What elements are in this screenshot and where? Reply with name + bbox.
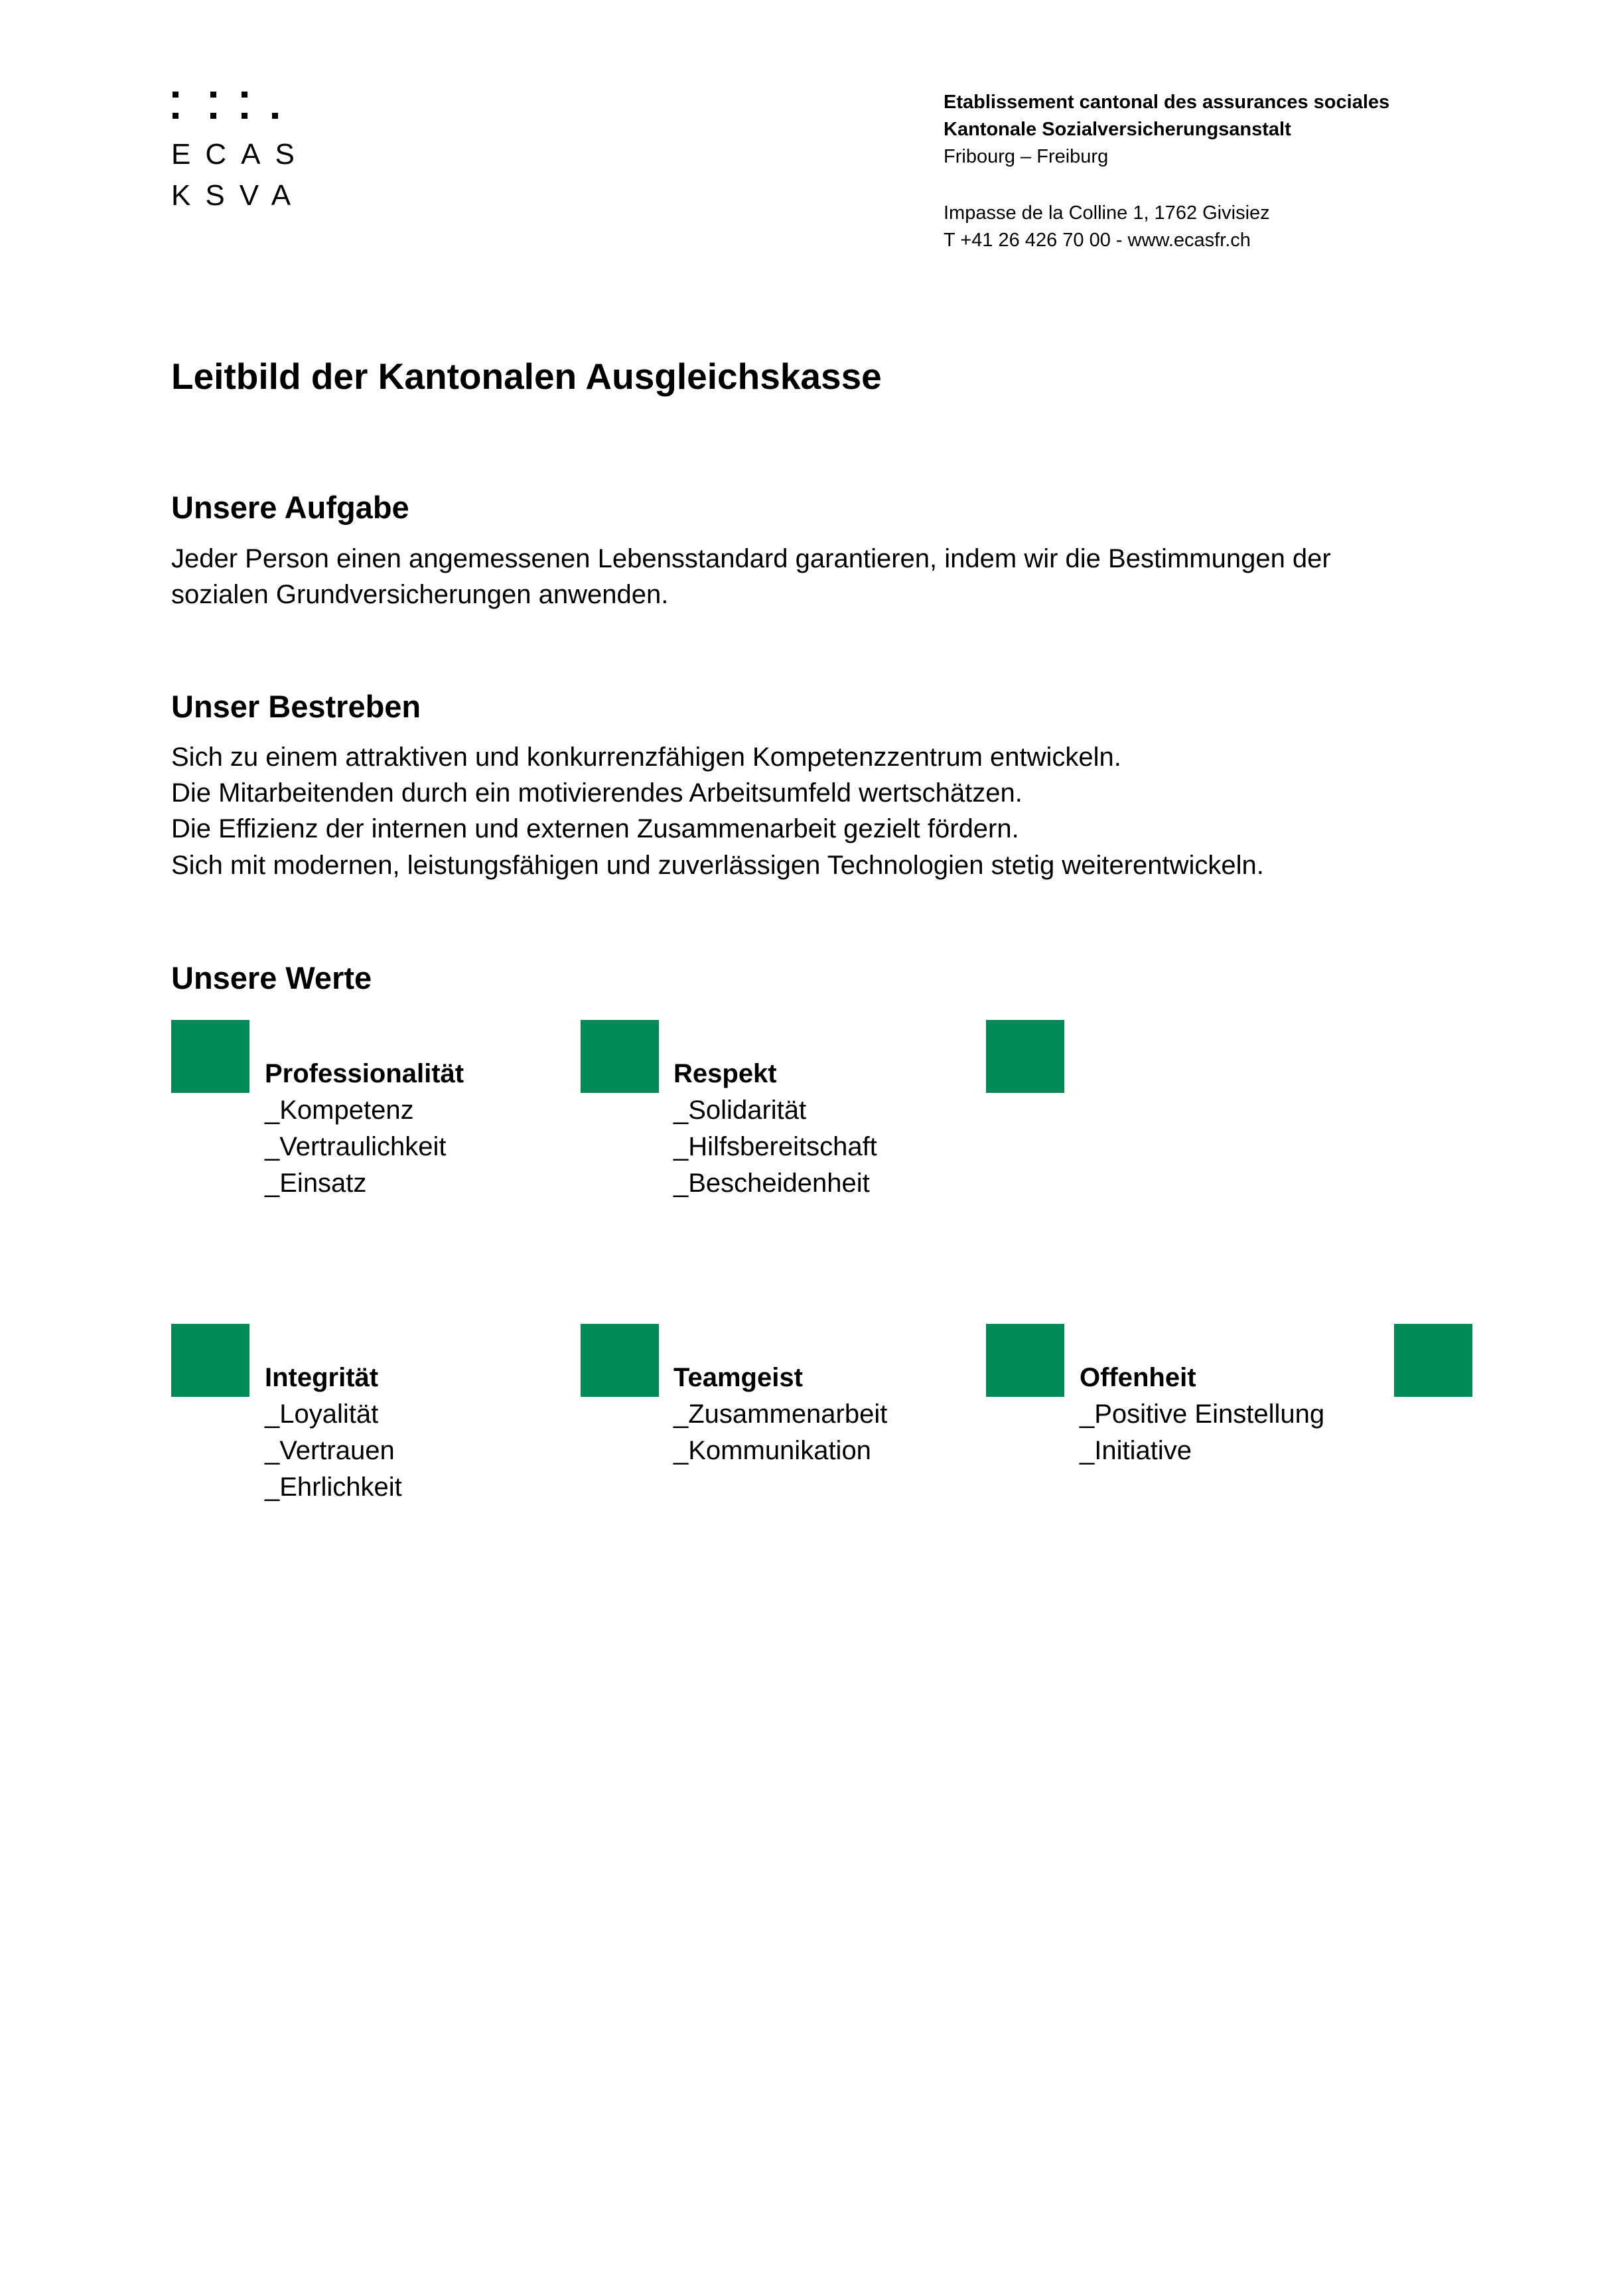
org-city: Fribourg – Freiburg — [944, 146, 1109, 167]
bestreben-line: Sich mit modernen, leistungsfähigen und zuverlässigen Technologien stetig weiterentwickeln. — [171, 851, 1264, 880]
logo-dot — [242, 113, 247, 119]
logo-dot — [173, 113, 178, 119]
section-heading-aufgabe: Unsere Aufgabe — [171, 490, 409, 525]
value-marker — [171, 1324, 249, 1397]
logo-text-ksva: KSVA — [171, 179, 306, 212]
value-marker — [986, 1020, 1064, 1093]
aufgabe-line: sozialen Grundversicherungen anwenden. — [171, 580, 669, 609]
bestreben-line: Sich zu einem attraktiven und konkurrenzfähigen Kompetenzzentrum entwickeln. — [171, 743, 1121, 772]
org-name-fr: Etablissement cantonal des assurances sociales — [944, 92, 1390, 113]
logo-dot — [210, 92, 216, 98]
value-marker — [986, 1324, 1064, 1397]
value-item: _Bescheidenheit — [673, 1169, 870, 1198]
aufgabe-line: Jeder Person einen angemessenen Lebensstandard garantieren, indem wir die Bestimmungen der — [171, 544, 1331, 573]
bestreben-line: Die Effizienz der internen und externen Zusammenarbeit gezielt fördern. — [171, 814, 1019, 843]
org-name-de: Kantonale Sozialversicherungsanstalt — [944, 119, 1291, 140]
value-marker — [581, 1324, 659, 1397]
value-title: Professionalität — [265, 1059, 464, 1088]
org-contact: T +41 26 426 70 00 - www.ecasfr.ch — [944, 230, 1251, 251]
org-address: Impasse de la Colline 1, 1762 Givisiez — [944, 202, 1270, 224]
value-title: Teamgeist — [673, 1363, 803, 1392]
logo-dot — [210, 113, 216, 119]
logo-dot — [173, 92, 178, 98]
bestreben-line: Die Mitarbeitenden durch ein motivierendes Arbeitsumfeld wertschätzen. — [171, 778, 1023, 808]
value-marker — [1394, 1324, 1472, 1397]
value-item: _Vertrauen — [265, 1436, 395, 1465]
value-item: _Ehrlichkeit — [265, 1472, 402, 1502]
value-title: Respekt — [673, 1059, 777, 1088]
value-item: _Solidarität — [673, 1096, 807, 1125]
value-item: _Einsatz — [265, 1169, 367, 1198]
logo-dots — [173, 92, 285, 125]
value-item: _Positive Einstellung — [1080, 1399, 1325, 1429]
value-item: _Hilfsbereitschaft — [673, 1132, 877, 1161]
section-heading-bestreben: Unser Bestreben — [171, 689, 421, 724]
value-item: _Kompetenz — [265, 1096, 414, 1125]
page-title: Leitbild der Kantonalen Ausgleichskasse — [171, 356, 882, 397]
value-item: _Initiative — [1080, 1436, 1192, 1465]
value-item: _Kommunikation — [673, 1436, 871, 1465]
value-item: _Loyalität — [265, 1399, 379, 1429]
value-title: Integrität — [265, 1363, 379, 1392]
logo-dot — [242, 92, 247, 98]
logo-dot — [272, 113, 278, 119]
logo-text-ecas: ECAS — [171, 138, 309, 171]
section-heading-werte: Unsere Werte — [171, 960, 372, 995]
value-title: Offenheit — [1080, 1363, 1196, 1392]
value-item: _Zusammenarbeit — [673, 1399, 888, 1429]
value-marker — [581, 1020, 659, 1093]
value-marker — [171, 1020, 249, 1093]
value-item: _Vertraulichkeit — [265, 1132, 447, 1161]
